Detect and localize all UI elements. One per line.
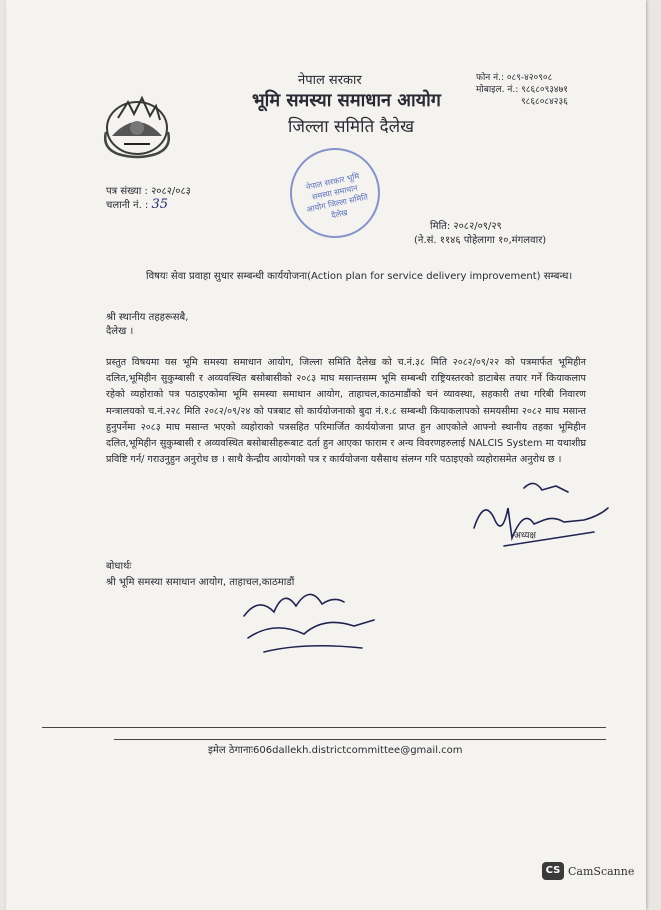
letter-date: मिति: २०८२/०९/२९ bbox=[430, 221, 502, 232]
dispatch-number bbox=[106, 197, 168, 212]
camscanner-logo-icon: CS bbox=[542, 862, 564, 880]
handwritten-note-image bbox=[234, 576, 384, 658]
addressee: श्री स्थानीय तहहरूसबै, bbox=[106, 312, 189, 323]
signatory-title: अध्यक्ष bbox=[514, 531, 536, 541]
cc-recipient: श्री भूमि समस्या समाधान आयोग, ताहाचल,काठमाडौं bbox=[106, 577, 295, 588]
letterhead-commission: भूमि समस्या समाधान आयोग bbox=[252, 90, 441, 111]
footer-divider-2 bbox=[114, 739, 606, 740]
dispatch-value: 35 bbox=[151, 197, 169, 212]
letterhead-committee: जिल्ला समिति दैलेख bbox=[288, 117, 415, 137]
addressee-location: दैलेख । bbox=[106, 326, 134, 337]
letter-body: प्रस्तुत विषयमा यस भूमि समस्या समाधान आयोग, जिल्ला समिति दैलेख को च.नं.३८ मिति २०८२/०९/२२ को पत्रमार्फत भूमिहीन दलित,भूमिहीन सुकुम्बासी र अव्यवस्थित बसोबासीको २०८३ माघ मसान्तसम्म भूमि सम्बन्धी राष्ट्रियस्तरको डाटाबेस तयार गर्ने कियाकलाप रहेको व्यहोराको पत्र पठाइएकोमा भूमि समस्या समाधान आयोग, ताहाचल,काठमाडौंको चनं व्यावस्था, सहकारी तथा गरिबी निवारण मन्त्रालयको च.नं.२२८ मिति २०८२/०९/२४ को पत्रबाट सो कार्ययोजनाको बुदा नं.१.८ सम्बन्धी कियाकलापको समयसीमा २०८२ माघ मसान्त हुनुपर्नेमा २०८३ माघ मसान्त भएको व्यहोराको पत्रसहित परिमार्जित कार्ययोजना प्राप्त हुन आएकोले आफ्नो स्थानीय तहका भूमिहीन दलित,भूमिहीन सुकुम्बासी र अव्यवस्थित बसोबासीहरूबाट दर्ता हुन आएका फाराम र अन्य विवरणहरुलाई NALCIS System मा यथाशीघ्र प्रविष्टि गर्न/ गराउनुहुन अनुरोध छ । साथै केन्द्रीय आयोगको पत्र र कार्ययोजना यसैसाथ संलग्न गरि पठाइएको व्यहोरासमेत अनुरोध छ । bbox=[106, 357, 586, 466]
camscanner-watermark bbox=[542, 860, 634, 882]
reference-number: पत्र संख्या : २०८२/०८३ bbox=[106, 186, 191, 197]
contact-mobile: मोबाइल. नं.: ९८६८०९३४७१ bbox=[476, 85, 568, 95]
subject-line: विषयः सेवा प्रवाहा सुधार सम्बन्धी कार्ययोजना(Action plan for service delivery improvement) सम्बन्ध। bbox=[146, 271, 573, 282]
camscanner-brand: CamScanne bbox=[568, 864, 635, 878]
nepal-sambat-date: (ने.सं. ११४६ पोहेलागा १०,मंगलवार) bbox=[414, 235, 547, 246]
signature-image bbox=[464, 468, 614, 564]
letter-page bbox=[6, 0, 646, 910]
footer-email: इमेल ठेगानाः606dallekh.districtcommittee@gmail.com bbox=[208, 745, 463, 756]
nepal-government-emblem-icon bbox=[98, 88, 176, 160]
office-stamp bbox=[282, 140, 389, 247]
contact-phone: फोन नं.: ०८९-४२०९०८ bbox=[476, 73, 553, 83]
stamp-text: नेपाल सरकार भूमि समस्या समाधान आयोग जिल्ला समिति दैलेख bbox=[305, 171, 369, 221]
footer-divider bbox=[42, 727, 606, 728]
cc-heading: बोधार्थः bbox=[106, 561, 132, 572]
letterhead-government: नेपाल सरकार bbox=[298, 73, 362, 88]
dispatch-label: चलानी नं. : bbox=[106, 200, 149, 211]
contact-block bbox=[476, 72, 568, 108]
contact-mobile-2: ९८६८०८४२३६ bbox=[521, 97, 568, 107]
